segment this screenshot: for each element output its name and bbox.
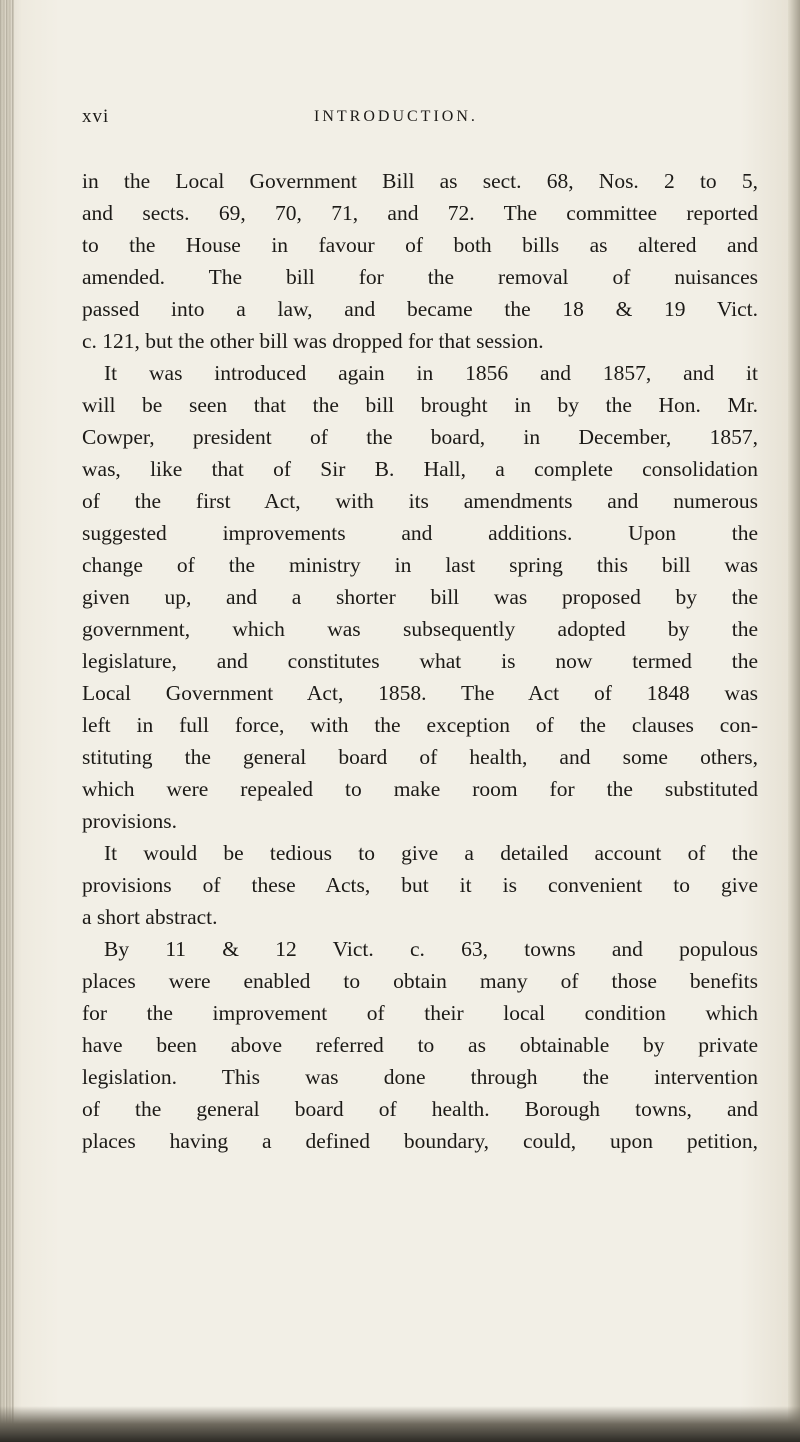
text-line: places having a defined boundary, could, upon petition, [82, 1129, 758, 1153]
page-binding-edge [0, 0, 14, 1442]
text-line: stituting the general board of health, and some others, [82, 745, 758, 769]
text-line: By 11 & 12 Vict. c. 63, towns and populous [104, 937, 758, 961]
text-line: amended. The bill for the removal of nuisances [82, 265, 758, 289]
text-line: in the Local Government Bill as sect. 68, Nos. 2 to 5, [82, 169, 758, 193]
text-line: Local Government Act, 1858. The Act of 1848 was [82, 681, 758, 705]
page-right-edge [788, 0, 800, 1442]
text-line: of the general board of health. Borough towns, and [82, 1097, 758, 1121]
text-line: places were enabled to obtain many of those benefits [82, 969, 758, 993]
text-line: change of the ministry in last spring this bill was [82, 553, 758, 577]
text-line: left in full force, with the exception of the clauses con- [82, 713, 758, 737]
page-bottom-edge [0, 1406, 800, 1442]
text-line: c. 121, but the other bill was dropped for that session. [82, 329, 544, 353]
text-line: provisions. [82, 809, 177, 833]
text-line: have been above referred to as obtainable by private [82, 1033, 758, 1057]
text-line: which were repealed to make room for the substituted [82, 777, 758, 801]
text-line: was, like that of Sir B. Hall, a complete consolidation [82, 457, 758, 481]
text-line: suggested improvements and additions. Upon the [82, 521, 758, 545]
text-line: to the House in favour of both bills as altered and [82, 233, 758, 257]
running-head: INTRODUCTION. [314, 108, 478, 125]
text-line: legislature, and constitutes what is now termed the [82, 649, 758, 673]
page-header [82, 106, 762, 138]
body-text [82, 165, 758, 1157]
text-line: government, which was subsequently adopted by the [82, 617, 758, 641]
text-line: legislation. This was done through the intervention [82, 1065, 758, 1089]
text-line: given up, and a shorter bill was proposed by the [82, 585, 758, 609]
text-line: It would be tedious to give a detailed account of the [104, 841, 758, 865]
text-line: will be seen that the bill brought in by the Hon. Mr. [82, 393, 758, 417]
text-line: a short abstract. [82, 905, 218, 929]
text-line: provisions of these Acts, but it is convenient to give [82, 873, 758, 897]
text-line: It was introduced again in 1856 and 1857, and it [104, 361, 758, 385]
text-line: and sects. 69, 70, 71, and 72. The committee reported [82, 201, 758, 225]
text-line: Cowper, president of the board, in December, 1857, [82, 425, 758, 449]
text-line: of the first Act, with its amendments and numerous [82, 489, 758, 513]
text-line: passed into a law, and became the 18 & 19 Vict. [82, 297, 758, 321]
text-line: for the improvement of their local condition which [82, 1001, 758, 1025]
page-number: xvi [82, 106, 110, 127]
